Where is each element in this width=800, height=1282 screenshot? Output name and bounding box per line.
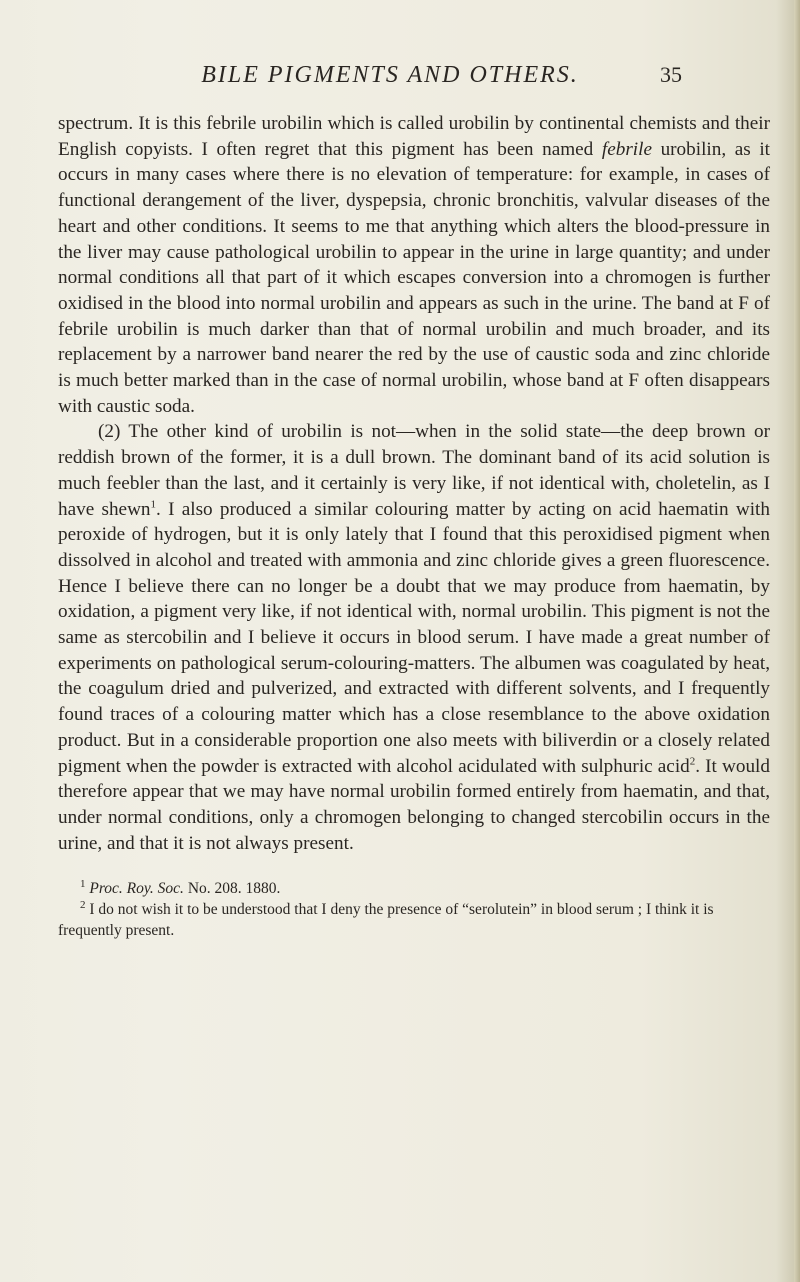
- p1-emphasis-febrile: febrile: [601, 138, 652, 160]
- p1-text-1: spectrum. It is this febrile urobilin which is called urobilin by continental chemists and their English copyists. I often regret that this pigment has been named: [58, 113, 770, 160]
- footnote-ref-2: 2: [689, 755, 696, 768]
- footnote-ref-1: 1: [150, 498, 157, 511]
- p2-text-3: . It would therefore appear that we may have normal urobilin formed entirely from haematin, and that, under normal conditions, only a chromogen belonging to changed stercobilin occurs in the urine, and that it is not always present.: [58, 755, 770, 854]
- footnote-2-text: I do not wish it to be understood that I deny the presence of “serolutein” in blood serum ; I think it is frequently present.: [58, 901, 714, 939]
- body-text: [58, 111, 770, 856]
- footnote-1: [58, 878, 770, 899]
- p1-text-2: urobilin, as it occurs in many cases where there is no elevation of temperature: for example, in cases of functional derangement of the liver, dyspepsia, chronic bronchitis, valvular diseases of the heart and other conditions. It seems to me that anything which alters the blood-pressure in the liver may cause pathological urobilin to appear in the urine in large quantity; and under normal conditions all that part of it which escapes conversion into a chromogen is further oxidised in the blood into normal urobilin and appears as such in the urine. The band at F of febrile urobilin is much darker than that of normal urobilin and much broader, and its replacement by a narrower band nearer the red by the use of caustic soda and zinc chloride is much better marked than in the case of normal urobilin, whose band at F often disappears with caustic soda.: [58, 138, 770, 417]
- footnotes: [58, 878, 770, 941]
- footnote-1-text: No. 208. 1880.: [183, 880, 281, 897]
- footnote-mark-1: 1: [80, 877, 86, 890]
- p2-text-2: . I also produced a similar colouring matter by acting on acid haematin with peroxide of hydrogen, but it is only lately that I found that this peroxidised pigment when dissolved in alcohol and treated with ammonia and zinc chloride gives a green fluorescence. Hence I believe there can no longer be a doubt that we may produce from haematin, by oxidation, a pigment very like, if not identical with, normal urobilin. This pigment is not the same as stercobilin and I believe it occurs in blood serum. I have made a great number of experiments on pathological serum-colouring-matters. The albumen was coagulated by heat, the coagulum dried and pulverized, and extracted with different solvents, and I frequently found traces of a colouring matter which has a close resemblance to the above oxidation product. But in a considerable proportion one also meets with biliverdin or a closely related pigment when the powder is extracted with alcohol acidulated with sulphuric acid: [58, 498, 770, 777]
- page-number: 35: [660, 62, 682, 87]
- paragraph-1: [58, 111, 770, 419]
- page-header: [0, 62, 800, 92]
- footnote-2: [58, 899, 770, 941]
- footnote-mark-2: 2: [80, 898, 86, 911]
- page-edge-shadow: [794, 0, 800, 1282]
- footnote-1-journal: Proc. Roy. Soc.: [89, 880, 184, 897]
- p2-text-1: (2) The other kind of urobilin is not—when in the solid state—the deep brown or reddish brown of the former, it is a dull brown. The dominant band of its acid solution is much feebler than the last, and it certainly is very like, if not identical with, choletelin, as I have shewn: [58, 421, 770, 520]
- running-head: BILE PIGMENTS AND OTHERS.: [201, 62, 579, 88]
- paragraph-2: [58, 419, 770, 856]
